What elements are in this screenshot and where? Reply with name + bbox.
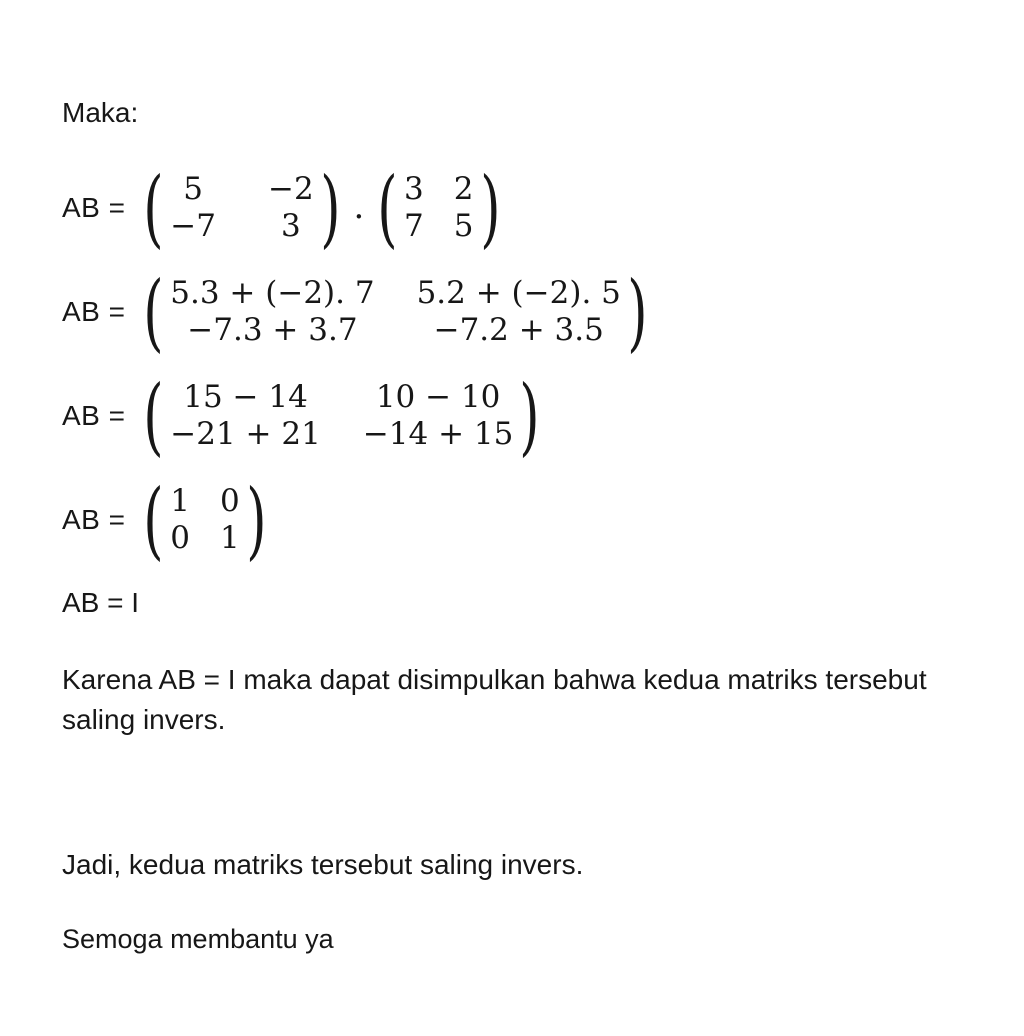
matrix-cells — [164, 483, 245, 557]
left-paren: ( — [143, 367, 165, 465]
left-paren: ( — [143, 159, 165, 257]
left-paren: ( — [143, 471, 165, 569]
matrix-b — [371, 159, 506, 257]
right-paren: ) — [519, 367, 540, 465]
matrix-a — [137, 159, 346, 257]
matrix-cell: 1 — [170, 483, 190, 519]
matrix-cells — [398, 171, 479, 245]
right-paren: ) — [245, 471, 267, 569]
matrix-product-expanded — [137, 263, 653, 361]
matrix-cell: 7 — [404, 208, 424, 244]
matrix-cell: 0 — [170, 520, 190, 556]
final-statement: Jadi, kedua matriks tersebut saling invers. — [62, 849, 584, 880]
closing-note: Semoga membantu ya — [62, 924, 334, 954]
matrix-cell: 3 — [280, 208, 301, 244]
equation-step-2 — [62, 263, 654, 361]
matrix-cell: 2 — [453, 171, 474, 207]
multiplication-operator: · — [353, 197, 365, 237]
matrix-cells — [164, 275, 627, 349]
matrix-cells — [164, 379, 519, 453]
matrix-cell: 1 — [220, 520, 240, 556]
equation-step-3 — [62, 367, 546, 465]
matrix-cell: 15 − 14 — [183, 379, 308, 415]
matrix-sums — [137, 367, 546, 465]
matrix-cell: −2 — [267, 171, 314, 207]
intro-text: Maka: — [62, 97, 139, 128]
matrix-cell: 10 − 10 — [375, 379, 501, 415]
matrix-cell: 0 — [220, 483, 240, 519]
left-paren: ( — [143, 263, 165, 361]
equation-step-4 — [62, 471, 273, 569]
equation-label: AB = — [62, 296, 126, 327]
equation-label: AB = — [62, 400, 126, 431]
equation-label: AB = — [62, 504, 126, 535]
conclusion-paragraph: Karena AB = I maka dapat disimpulkan bahwa kedua matriks tersebut saling invers. — [62, 664, 927, 735]
matrix-cell: 5 — [183, 171, 203, 207]
matrix-cell: −14 + 15 — [362, 416, 514, 452]
right-paren: ) — [627, 263, 648, 361]
identity-matrix — [137, 471, 272, 569]
right-paren: ) — [479, 159, 501, 257]
matrix-cell: 5.2 + (−2). 5 — [416, 275, 621, 311]
matrix-cell: 5.3 + (−2). 7 — [170, 275, 375, 311]
right-paren: ) — [319, 159, 341, 257]
identity-result-line: AB = I — [62, 587, 140, 618]
equation-step-1 — [62, 159, 506, 257]
matrix-cell: −7.3 + 3.7 — [187, 312, 358, 348]
matrix-cells — [164, 171, 319, 245]
matrix-cell: −7 — [170, 208, 216, 244]
left-paren: ( — [377, 159, 398, 257]
matrix-cell: −7.2 + 3.5 — [433, 312, 604, 348]
equation-label: AB = — [62, 192, 126, 223]
matrix-cell: 5 — [453, 208, 474, 244]
matrix-cell: 3 — [404, 171, 424, 207]
matrix-cell: −21 + 21 — [170, 416, 321, 452]
